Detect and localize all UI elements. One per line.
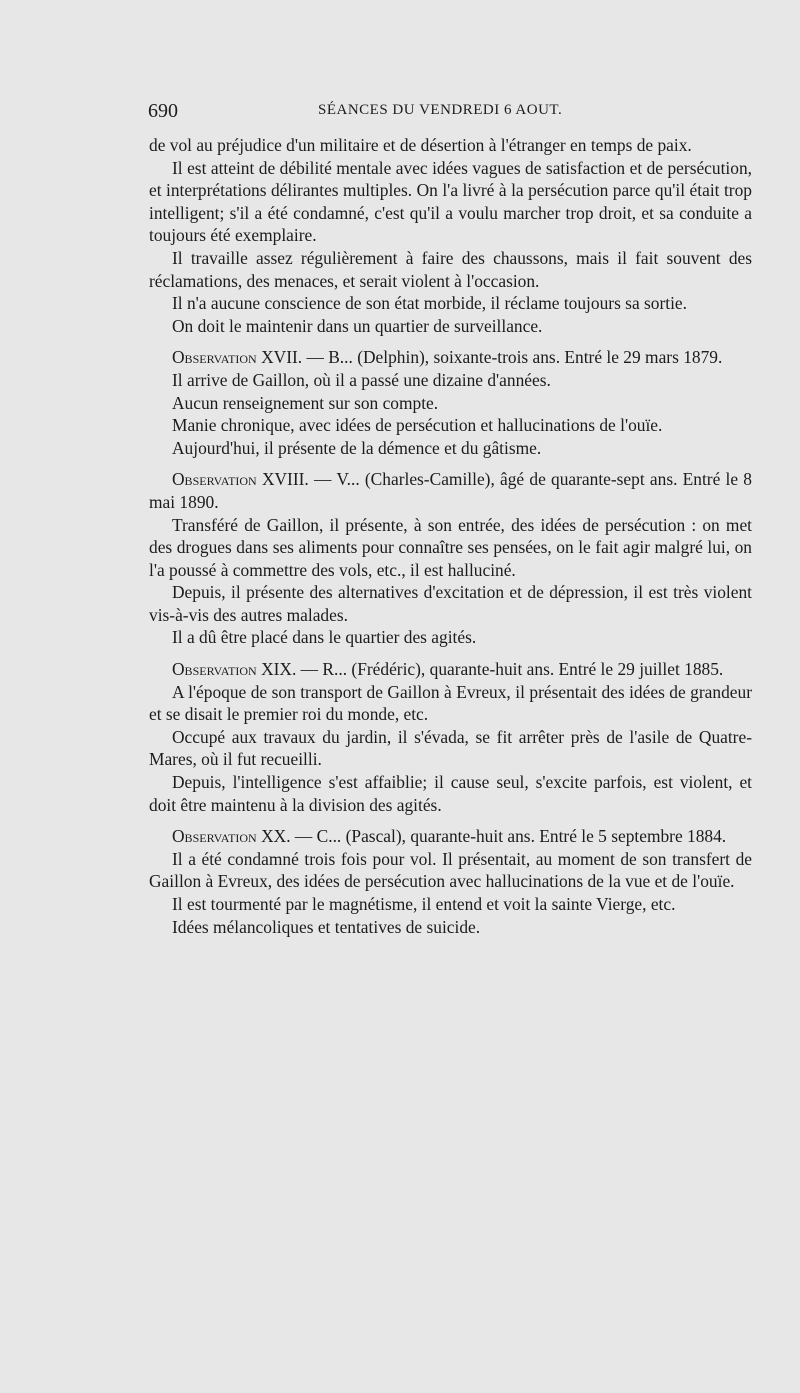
body-text (149, 134, 752, 938)
paragraph-text: On doit le maintenir dans un quartier de surveillance. (172, 315, 543, 336)
paragraph (149, 315, 752, 338)
paragraph-text: Idées mélancoliques et tentatives de suicide. (172, 916, 481, 937)
observation-label: Observation XX. (172, 826, 291, 847)
page-number: 690 (148, 100, 178, 122)
paragraph-text: Il a dû être placé dans le quartier des agités. (172, 627, 477, 648)
observation-heading (149, 468, 752, 513)
observation-label: Observation XIX. (172, 659, 297, 680)
page-header (148, 100, 752, 126)
paragraph (149, 247, 752, 292)
paragraph-text: A l'époque de son transport de Gaillon à Evreux, il présentait des idées de grandeur et se disait le premier roi du monde, etc. (149, 681, 752, 725)
paragraph-text: Il est atteint de débilité mentale avec idées vagues de satisfaction et de persécution, et interprétations délirantes multiples. On l'a livré à la persécution parce qu'il était trop intelligent; s'il a été condamné, c'est qu'il a voulu marcher trop droit, et sa conduite a toujours été exemplaire. (149, 157, 752, 246)
observation-heading (149, 825, 752, 848)
paragraph (149, 157, 752, 247)
observation-text: — V... (Charles-Camille), âgé de quarante-sept ans. Entré le 8 mai 1890. (149, 469, 752, 512)
paragraph-text: Manie chronique, avec idées de persécution et hallucinations de l'ouïe. (172, 415, 663, 436)
paragraph-text: Il n'a aucune conscience de son état morbide, il réclame toujours sa sortie. (172, 293, 688, 314)
paragraph (149, 626, 752, 649)
paragraph-text: Occupé aux travaux du jardin, il s'évada, se fit arrêter près de l'asile de Quatre-Mares, où il fut recueilli. (149, 726, 752, 770)
paragraph-text: Il est tourmenté par le magnétisme, il entend et voit la sainte Vierge, etc. (172, 894, 676, 914)
observation-label: Observation XVIII. (172, 469, 309, 490)
observation-text: — C... (Pascal), quarante-huit ans. Entré le 5 septembre 1884. (290, 826, 727, 847)
paragraph (149, 369, 752, 392)
paragraph (149, 771, 752, 816)
paragraph (149, 681, 752, 726)
observation-heading (149, 346, 752, 369)
paragraph (149, 581, 752, 626)
paragraph (149, 916, 752, 939)
paragraph (149, 292, 752, 315)
observation-label: Observation XVII. (172, 347, 303, 368)
running-title: SÉANCES DU VENDREDI 6 AOUT. (318, 102, 563, 118)
paragraph (149, 893, 752, 916)
observation-heading (149, 658, 752, 681)
paragraph-text: Transféré de Gaillon, il présente, à son entrée, des idées de persécution : on met des drogues dans ses aliments pour connaître ses pensées, on le fait agir malgré lui, on l'a poussé à commettre des vols, etc., il est halluciné. (149, 514, 752, 580)
paragraph-text: Aucun renseignement sur son compte. (172, 392, 439, 413)
paragraph-text: Il a été condamné trois fois pour vol. Il présentait, au moment de son transfert de Gaillon à Evreux, des idées de persécution avec hallucinations de la vue et de l'ouïe. (149, 848, 752, 892)
paragraph (149, 726, 752, 771)
paragraph (149, 514, 752, 582)
paragraph-continuation (149, 134, 752, 157)
paragraph-text: de vol au préjudice d'un militaire et de désertion à l'étranger en temps de paix. (149, 135, 692, 155)
paragraph (149, 848, 752, 893)
observation-text: — B... (Delphin), soixante-trois ans. Entré le 29 mars 1879. (302, 347, 723, 368)
paragraph-text: Depuis, il présente des alternatives d'excitation et de dépression, il est très violent vis-à-vis des autres malades. (149, 582, 752, 625)
paragraph-text: Il arrive de Gaillon, où il a passé une dizaine d'années. (172, 369, 551, 390)
paragraph (149, 437, 752, 460)
paragraph-text: Aujourd'hui, il présente de la démence et du gâtisme. (172, 437, 542, 458)
paragraph-text: Depuis, l'intelligence s'est affaiblie; il cause seul, s'excite parfois, est violent, et doit être maintenu à la division des agités. (149, 772, 752, 815)
paragraph (149, 414, 752, 437)
paragraph-text: Il travaille assez régulièrement à faire des chaussons, mais il fait souvent des réclamations, des menaces, et serait violent à l'occasion. (149, 247, 752, 291)
paragraph (149, 392, 752, 415)
observation-text: — R... (Frédéric), quarante-huit ans. Entré le 29 juillet 1885. (296, 659, 724, 680)
